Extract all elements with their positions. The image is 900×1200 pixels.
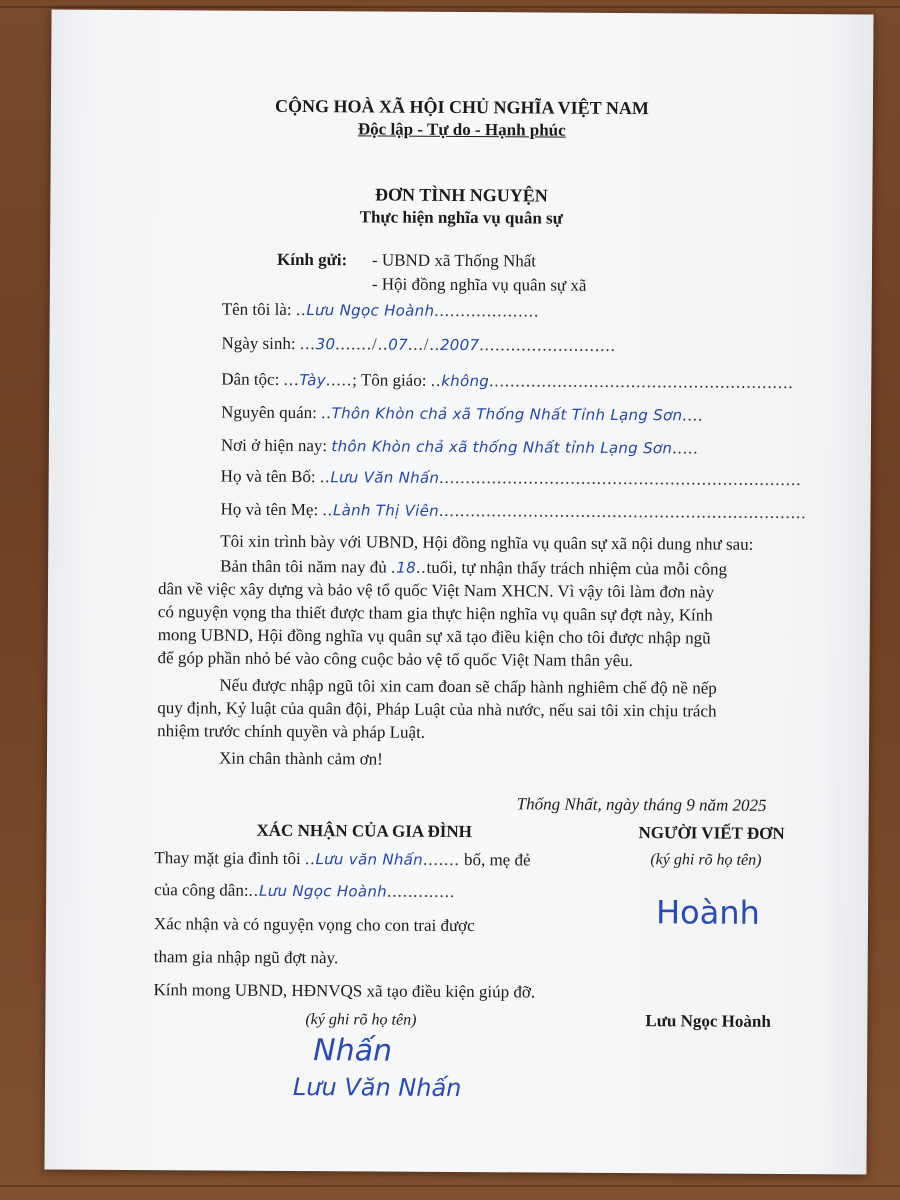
form-subtitle: Thực hiện nghĩa vụ quân sự <box>359 207 563 228</box>
residence-label: Nơi ở hiện nay: <box>220 435 328 456</box>
family-citizen: Lưu Ngọc Hoành <box>259 881 388 901</box>
body-p1-line5: để góp phần nhỏ bé vào công cuộc bảo vệ tổ quốc Việt Nam thân yêu. <box>157 648 634 671</box>
recipient-line-1: - UBND xã Thống Nhất <box>371 250 537 271</box>
dob-month: 07 <box>388 335 409 354</box>
family-signed-name: Lưu Văn Nhấn <box>292 1072 462 1103</box>
body-p1-line3: có nguyện vọng tha thiết được tham gia thực hiện nghĩa vụ quân sự đợt này, Kính <box>157 602 713 625</box>
p1-after-age: tuổi, tự nhận thấy trách nhiệm của mỗi công <box>426 557 728 579</box>
origin-label: Nguyên quán: <box>221 402 317 423</box>
residence-value: thôn Khòn chả xã thống Nhất tỉnh Lạng Sơn <box>331 437 673 458</box>
recipient-line-2: - Hội đồng nghĩa vụ quân sự xã <box>371 274 587 295</box>
body-p2-line3: nhiệm trước chính quyền và pháp Luật. <box>157 721 426 742</box>
body-p2-line2: quy định, Kỷ luật của quân đội, Pháp Luật của nhà nước, nếu sai tôi xin chịu trách <box>157 698 717 721</box>
place-date-line: Thống Nhất, ngày tháng 9 năm 2025 <box>516 794 767 815</box>
body-p1-line1: Bản thân tôi năm nay đủ .18..tuổi, tự nhận thấy trách nhiệm của mỗi công <box>220 556 728 579</box>
recipient-label: Kính gửi: <box>276 249 348 270</box>
family-line2-before: của công dân: <box>154 880 249 900</box>
body-p1-line2: dân về việc xây dựng và bảo vệ tổ quốc Việt Nam XHCN. Vì vậy tôi làm đơn này <box>157 579 715 602</box>
father-label: Họ và tên Bố: <box>220 466 316 487</box>
applicant-signature: Hoành <box>655 893 760 932</box>
ethnic-label: Dân tộc: <box>221 369 280 389</box>
family-representative: Lưu văn Nhấn <box>315 850 424 869</box>
applicant-sign-note: (ký ghi rõ họ tên) <box>650 851 762 869</box>
family-signature: Nhấn <box>313 1033 393 1069</box>
family-confirmation-heading: XÁC NHẬN CỦA GIA ĐÌNH <box>256 820 472 842</box>
field-ethnic-religion: Dân tộc: ...Tày.....; Tôn giáo: ..không.......................................................... <box>221 369 794 393</box>
ethnic-value: Tày <box>299 371 326 390</box>
family-line-3: Xác nhận và có nguyện vọng cho con trai được <box>153 914 475 936</box>
applicant-heading: NGƯỜI VIẾT ĐƠN <box>638 823 785 843</box>
field-dob: Ngày sinh: ...30......./..07.../..2007.......................... <box>221 333 616 355</box>
dob-year: 2007 <box>439 335 480 355</box>
name-value: Lưu Ngọc Hoành <box>306 301 435 320</box>
family-line-5: Kính mong UBND, HĐNVQS xã tạo điều kiện giúp đỡ. <box>153 980 536 1002</box>
field-origin: Nguyên quán: ..Thôn Khòn chả xã Thống Nhất Tỉnh Lạng Sơn.... <box>221 402 704 425</box>
thanks-line: Xin chân thành cảm ơn! <box>218 748 383 769</box>
field-father: Họ và tên Bố: ..Lưu Văn Nhấn..................................................................... <box>220 466 802 490</box>
field-name: Tên tôi là: ..Lưu Ngọc Hoành.................... <box>221 299 540 321</box>
mother-value: Lành Thị Viên <box>332 501 440 520</box>
field-residence: Nơi ở hiện nay: thôn Khòn chả xã thống Nhất tỉnh Lạng Sơn..... <box>220 435 699 458</box>
dob-label: Ngày sinh: <box>221 333 296 353</box>
family-sign-note: (ký ghi rõ họ tên) <box>305 1011 417 1029</box>
body-p1-line4: mong UBND, Hội đồng nghĩa vụ quân sự xã tạo điều kiện cho tôi được nhập ngũ <box>157 625 711 648</box>
father-value: Lưu Văn Nhấn <box>330 468 440 487</box>
motto-text: Độc lập - Tự do - Hạnh phúc <box>357 119 566 140</box>
form-title: ĐƠN TÌNH NGUYỆN <box>375 184 548 206</box>
body-p2-line1: Nếu được nhập ngũ tôi xin cam đoan sẽ chấp hành nghiêm chế độ nề nếp <box>219 675 717 698</box>
family-line1-after: bố, mẹ đẻ <box>463 850 531 870</box>
name-label: Tên tôi là: <box>221 299 292 319</box>
age-value: 18 <box>396 558 417 577</box>
body-intro: Tôi xin trình bày với UBND, Hội đồng nghĩa vụ quân sự xã nội dung như sau: <box>220 531 754 554</box>
religion-label: ; Tôn giáo: <box>352 370 427 390</box>
applicant-printed-name: Lưu Ngọc Hoành <box>645 1011 771 1031</box>
application-form-paper <box>44 10 873 1175</box>
family-line-4: tham gia nhập ngũ đợt này. <box>153 947 339 968</box>
religion-value: không <box>441 371 490 391</box>
mother-label: Họ và tên Mẹ: <box>220 499 319 520</box>
origin-value: Thôn Khòn chả xã Thống Nhất Tỉnh Lạng Sơn <box>331 404 683 425</box>
motto <box>51 117 873 142</box>
p1-before-age: Bản thân tôi năm nay đủ <box>220 556 387 577</box>
family-line-2: của công dân:..Lưu Ngọc Hoành............. <box>154 880 456 901</box>
field-mother: Họ và tên Mẹ: ..Lành Thị Viên...................................................................... <box>220 499 807 523</box>
dob-day: 30 <box>315 335 336 354</box>
family-line1-before: Thay mặt gia đình tôi <box>154 848 301 869</box>
country-heading: CỘNG HOÀ XÃ HỘI CHỦ NGHĨA VIỆT NAM <box>274 95 649 119</box>
family-line-1: Thay mặt gia đình tôi ..Lưu văn Nhấn....... bố, mẹ đẻ <box>154 848 531 870</box>
